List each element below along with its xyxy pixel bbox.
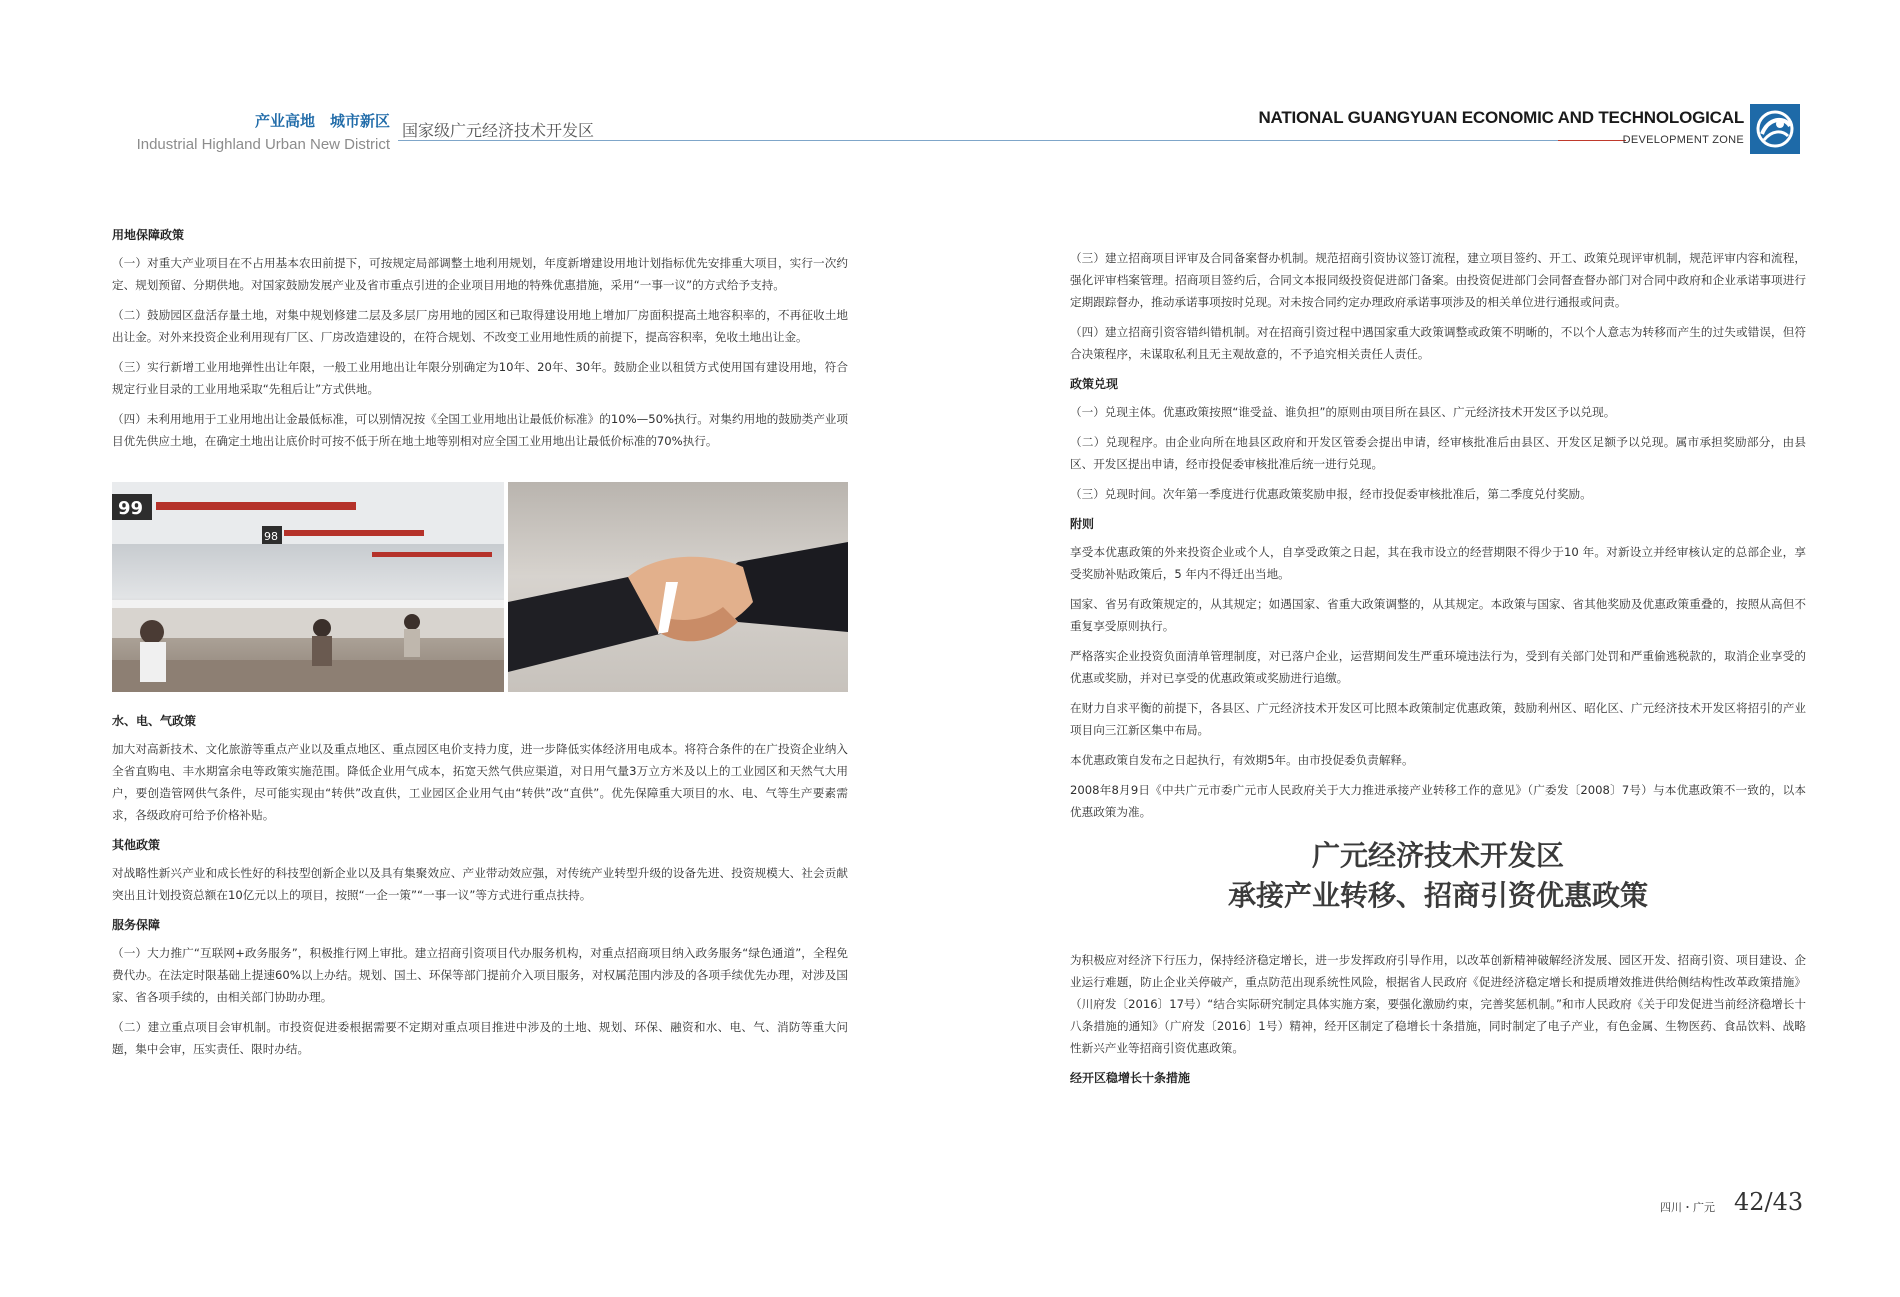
header-zone-name-en: NATIONAL GUANGYUAN ECONOMIC AND TECHNOLOGICAL [1258,108,1744,127]
header-tagline-cn: 产业高地 城市新区 [254,112,390,130]
svg-text:98: 98 [264,530,278,543]
header-left [112,110,390,153]
photo-strip [112,482,848,692]
paragraph: （四）建立招商引资容错纠错机制。对在招商引资过程中遇国家重大政策调整或政策不明晰的，不以个人意志为转移而产生的过失或错误，但符合决策程序，未谋取私利且无主观故意的，不予追究相关责任人责任。 [1070,325,1806,361]
paragraph: （三）建立招商项目评审及合同备案督办机制。规范招商引资协议签订流程，建立项目签约、开工、政策兑现评审机制，规范评审内容和流程，强化评审档案管理。招商项目签约后，合同文本报同级投资促进部门备案。由投资促进部门会同督查督办部门对合同中政府和企业承诺事项进行定期跟踪督办，推动承诺事项按时兑现。对未按合同约定办理政府承诺事项涉及的相关单位进行通报或问责。 [1070,251,1806,309]
paragraph: （二）兑现程序。由企业向所在地县区政府和开发区管委会提出申请，经审核批准后由县区、开发区足额予以兑现。属市承担奖励部分，由县区、开发区提出申请，经市投促委审核批准后统一进行兑现。 [1070,435,1806,471]
paragraph: 加大对高新技术、文化旅游等重点产业以及重点地区、重点园区电价支持力度，进一步降低实体经济用电成本。将符合条件的在广投资企业纳入全省直购电、丰水期富余电等政策实施范围。降低企业用气成本，拓宽天然气供应渠道，对日用气量3万立方米及以上的工业园区和天然气大用户，要创造管网供气条件，尽可能实现由“转供”改直供，工业园区企业用气由“转供”改“直供”。优先保障重大项目的水、电、气等生产要素需求，各级政府可给予价格补贴。 [112,742,848,822]
header-tagline-en: Industrial Highland Urban New District [136,136,390,153]
section-heading-land: 用地保障政策 [112,228,185,242]
section-heading-ten-measures: 经开区稳增长十条措施 [1070,1071,1191,1085]
section-heading-utilities: 水、电、气政策 [112,714,197,728]
paragraph: 严格落实企业投资负面清单管理制度，对已落户企业，运营期间发生严重环境违法行为，受到有关部门处罚和严重偷逃税款的，取消企业享受的优惠或奖励，并对已享受的优惠政策或奖励进行追缴。 [1070,649,1806,685]
header-subtitle: 国家级广元经济技术开发区 [402,121,595,140]
paragraph: （二）建立重点项目会审机制。市投资促进委根据需要不定期对重点项目推进中涉及的土地、规划、环保、融资和水、电、气、消防等重大问题，集中会审，压实责任、限时办结。 [112,1020,848,1056]
policy-title-line-2: 承接产业转移、招商引资优惠政策 [1227,879,1648,912]
paragraph: 本优惠政策自发布之日起执行，有效期5年。由市投促委负责解释。 [1070,753,1414,767]
swirl-logo-icon [1750,104,1800,154]
policy-title-line-1: 广元经济技术开发区 [1311,839,1564,872]
svg-text:99: 99 [118,498,144,519]
section-heading-other: 其他政策 [112,838,161,852]
paragraph: 为积极应对经济下行压力，保持经济稳定增长，进一步发挥政府引导作用，以改革创新精神破解经济发展、园区开发、招商引资、项目建设、企业运行难题，防止企业关停破产，重点防范出现系统性风险，根据省人民政府《促进经济稳定增长和提质增效推进供给侧结构性改革政策措施》（川府发〔2016〕17号）“结合实际研究制定具体实施方案，要强化激励约束，完善奖惩机制。”和市人民政府《关于印发促进当前经济稳增长十八条措施的通知》（广府发〔2016〕1号）精神，经开区制定了稳增长十条措施，同时制定了电子产业，有色金属、生物医药、食品饮料、战略性新兴产业等招商引资优惠政策。 [1070,953,1806,1055]
paragraph: （四）未利用地用于工业用地出让金最低标准，可以别情况按《全国工业用地出让最低价标准》的10%—50%执行。对集约用地的鼓励类产业项目优先供应土地，在确定土地出让底价时可按不低于所在地土地等别相对应全国工业用地出让最低价标准的70%执行。 [112,412,848,448]
footer-place: 四川・广元 [1660,1201,1715,1214]
header-zone-sub-en: DEVELOPMENT ZONE [1622,134,1744,146]
paragraph: （三）兑现时间。次年第一季度进行优惠政策奖励申报，经市投促委审核批准后，第二季度兑付奖励。 [1070,487,1592,501]
service-hall-photo [112,482,504,692]
section-heading-service: 服务保障 [112,918,161,932]
paragraph: （二）鼓励园区盘活存量土地，对集中规划修建二层及多层厂房用地的园区和已取得建设用地上增加厂房面积提高土地容积率的，不再征收土地出让金。对外来投资企业利用现有厂区、厂房改造建设的，在符合规划、不改变工业用地性质的前提下，提高容积率，免收土地出让金。 [112,308,848,344]
paragraph: （三）实行新增工业用地弹性出让年限，一般工业用地出让年限分别确定为10年、20年、30年。鼓励企业以租赁方式使用国有建设用地，符合规定行业目录的工业用地采取“先租后让”方式供地。 [112,360,848,396]
header-rule [398,140,1558,141]
paragraph: 在财力自求平衡的前提下，各县区、广元经济技术开发区可比照本政策制定优惠政策，鼓励利州区、昭化区、广元经济技术开发区将招引的产业项目向三江新区集中布局。 [1070,701,1806,737]
right-page-column [1070,247,1806,1089]
handshake-photo [508,482,848,692]
paragraph: （一）对重大产业项目在不占用基本农田前提下，可按规定局部调整土地利用规划，年度新增建设用地计划指标优先安排重大项目，实行一次约定、规划预留、分期供地。对国家鼓励发展产业及省市重点引进的企业项目用地的特殊优惠措施，采用“一事一议”的方式给予支持。 [112,256,848,292]
paragraph: 对战略性新兴产业和成长性好的科技型创新企业以及具有集聚效应、产业带动效应强，对传统产业转型升级的设备先进、投资规模大、社会贡献突出且计划投资总额在10亿元以上的项目，按照“一企一策”“一事一议”等方式进行重点扶持。 [112,866,848,902]
paragraph: （一）兑现主体。优惠政策按照“谁受益、谁负担”的原则由项目所在县区、广元经济技术开发区予以兑现。 [1070,405,1616,419]
paragraph: 2008年8月9日《中共广元市委广元市人民政府关于大力推进承接产业转移工作的意见》（广委发〔2008〕7号）与本优惠政策不一致的，以本优惠政策为准。 [1070,783,1806,819]
paragraph: （一）大力推广“互联网+政务服务”，积极推行网上审批。建立招商引资项目代办服务机构，对重点招商项目纳入政务服务“绿色通道”，全程免费代办。在法定时限基础上提速60%以上办结。规划、国土、环保等部门提前介入项目服务，对权属范围内涉及的各项手续优先办理，对涉及国家、省各项手续的，由相关部门协助办理。 [112,946,848,1004]
page-number: 42/43 [1734,1188,1804,1216]
left-page-column [112,224,848,1068]
policy-title-block [1070,839,1806,912]
section-heading-fulfilment: 政策兑现 [1070,377,1119,391]
section-heading-appendix: 附则 [1070,517,1095,531]
paragraph: 国家、省另有政策规定的，从其规定；如遇国家、省重大政策调整的，从其规定。本政策与国家、省其他奖励及优惠政策重叠的，按照从高但不重复享受原则执行。 [1070,597,1806,633]
paragraph: 享受本优惠政策的外来投资企业或个人，自享受政策之日起，其在我市设立的经营期限不得少于10 年。对新设立并经审核认定的总部企业，享受奖励补贴政策后，5 年内不得迁出当地。 [1070,545,1806,581]
